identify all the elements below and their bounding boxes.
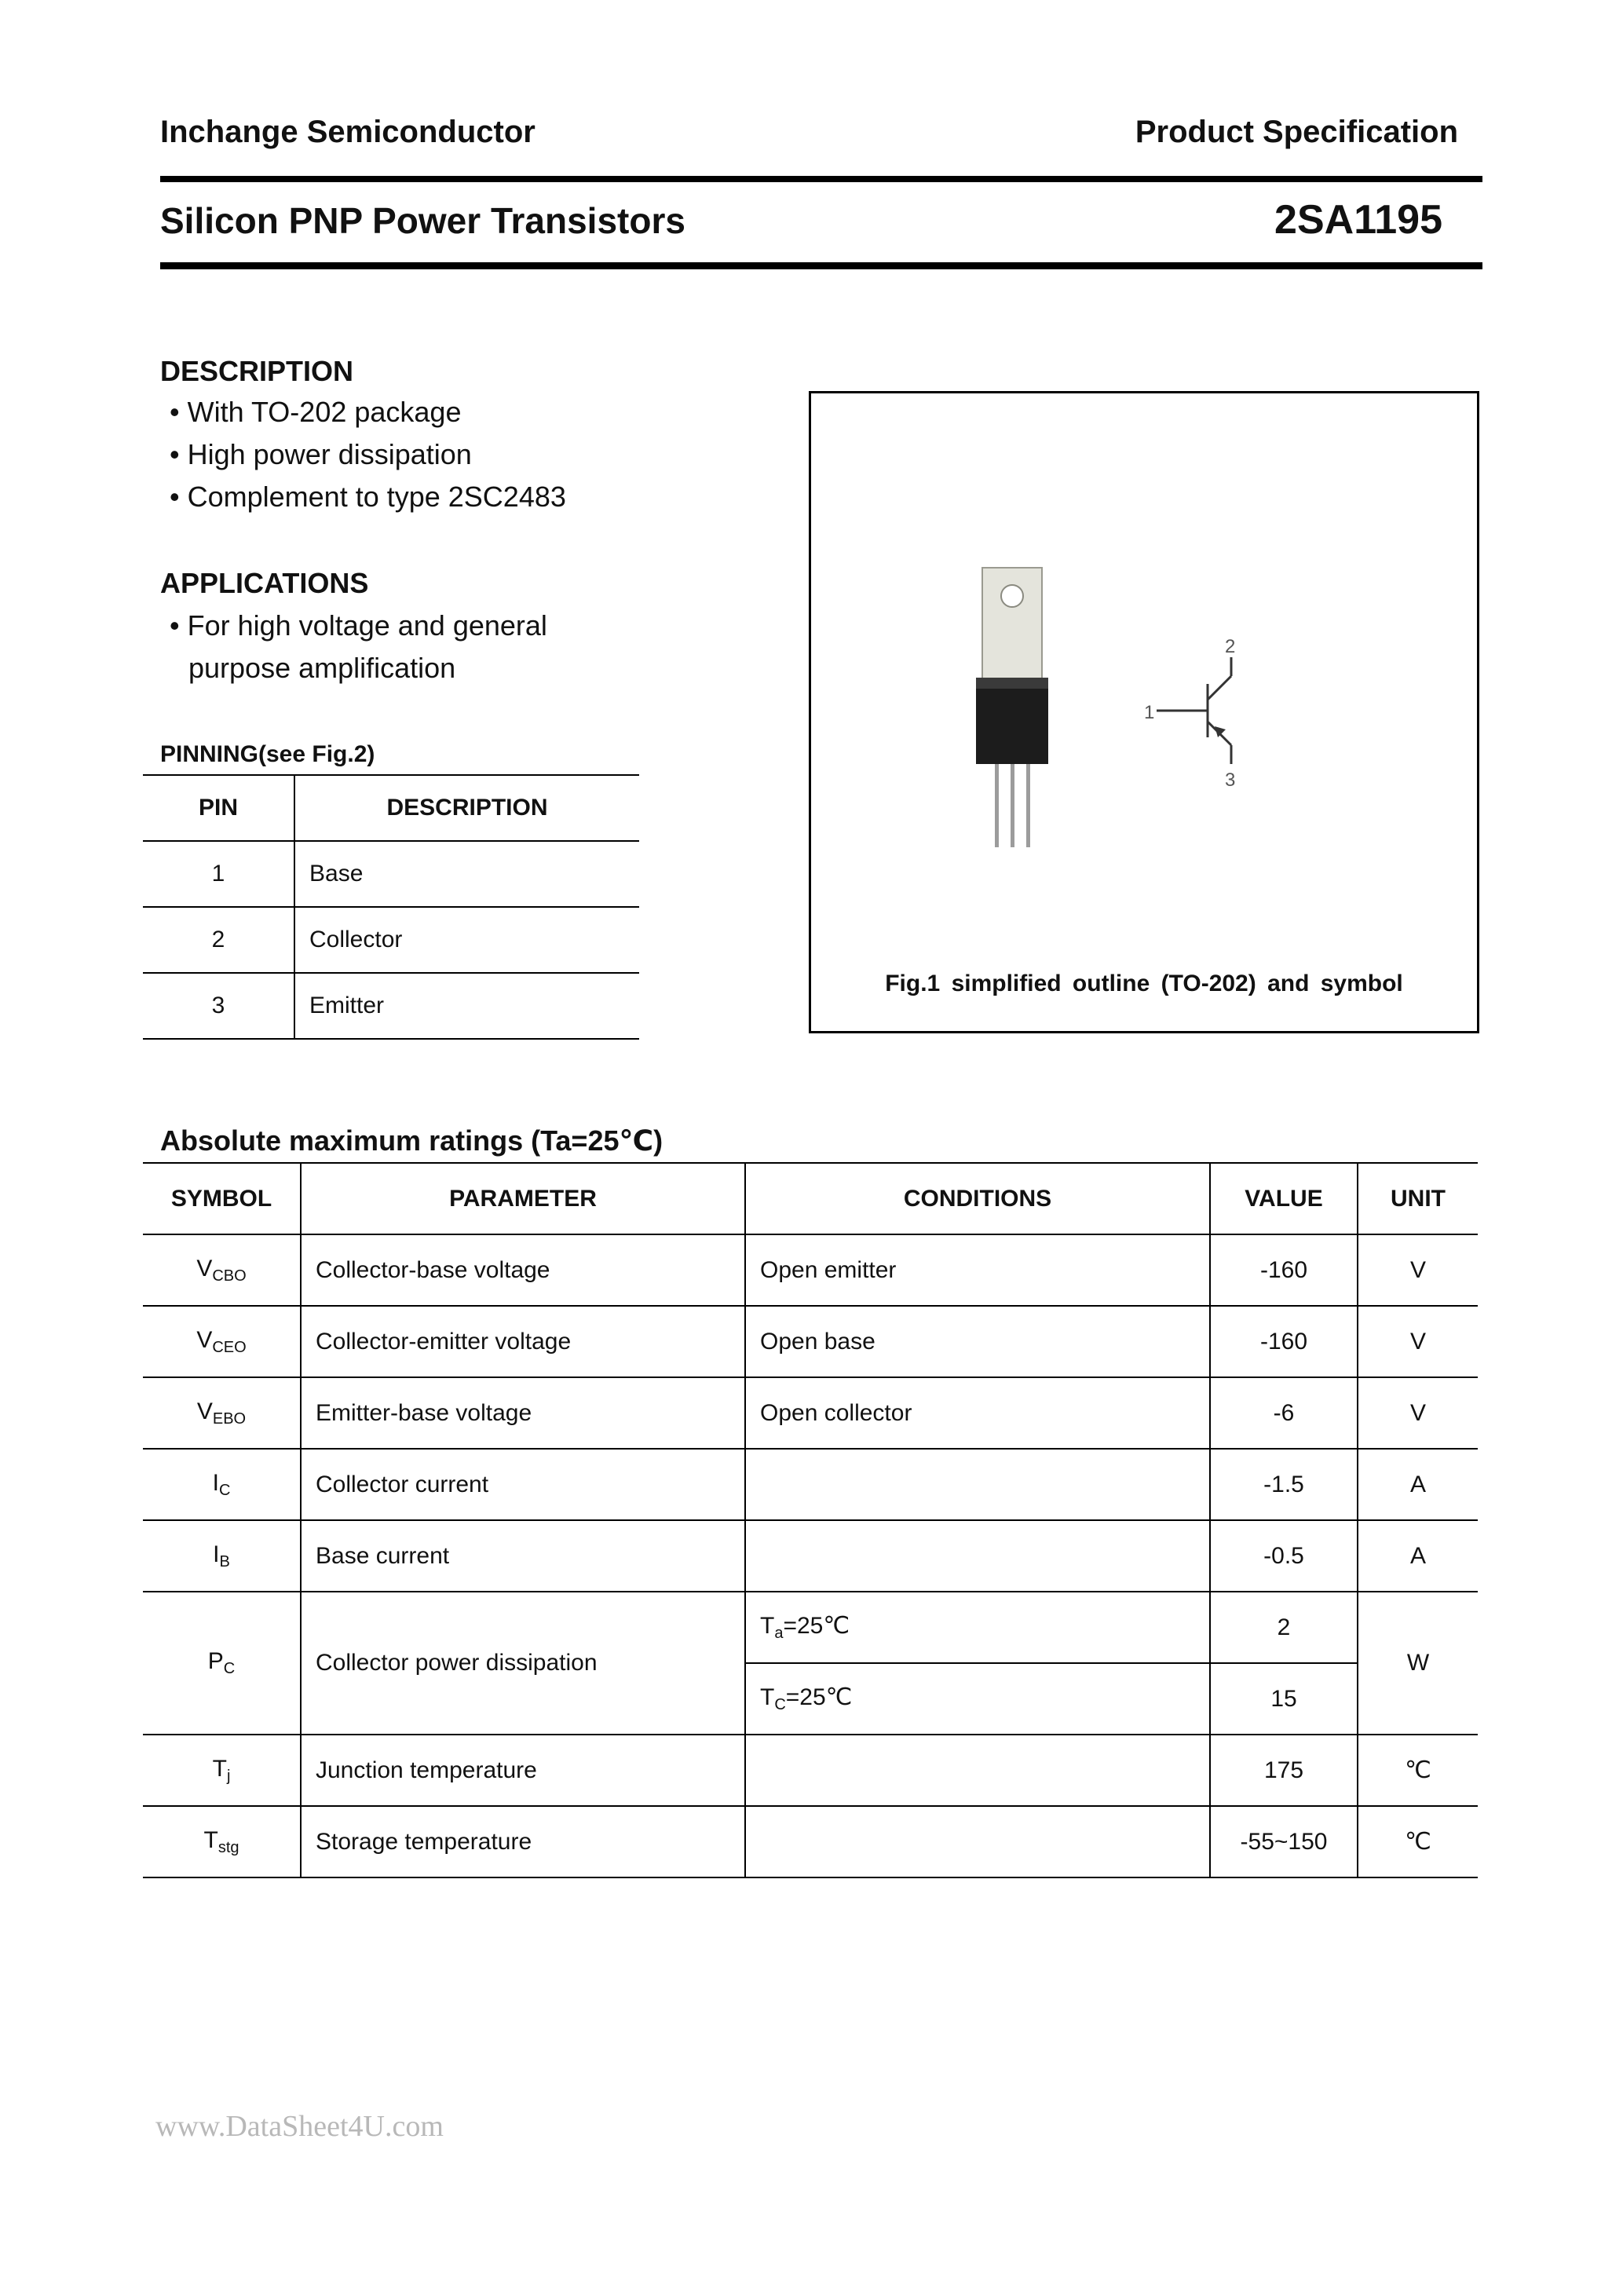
- lead-1: [995, 764, 999, 847]
- conditions-cell: $T_a=25℃$: [745, 1592, 1210, 1663]
- unit-header: UNIT: [1358, 1163, 1478, 1234]
- table-row: [143, 841, 639, 907]
- pinning-table: [143, 774, 639, 1040]
- symbol-cell: $V_{CBO}$: [143, 1234, 301, 1306]
- pin-number: 3: [143, 973, 294, 1039]
- parameter-cell: Emitter-base voltage: [301, 1377, 745, 1449]
- symbol-cell: $V_{EBO}$: [143, 1377, 301, 1449]
- product-title: Silicon PNP Power Transistors: [160, 200, 685, 241]
- parameter-cell: Base current: [301, 1520, 745, 1592]
- description-item: • High power dissipation: [170, 438, 472, 470]
- description-item: • With TO-202 package: [170, 396, 462, 428]
- conditions-header: CONDITIONS: [745, 1163, 1210, 1234]
- conditions-cell: [745, 1520, 1210, 1592]
- parameter-cell: Collector-emitter voltage: [301, 1306, 745, 1377]
- title-rule: [160, 262, 1482, 269]
- table-row: [143, 907, 639, 973]
- unit-cell: V: [1358, 1234, 1478, 1306]
- symbol-cell: $I_B$: [143, 1520, 301, 1592]
- lead-3: [1026, 764, 1030, 847]
- watermark: www.DataSheet4U.com: [155, 2110, 444, 2143]
- ratings-table: [143, 1162, 1478, 1878]
- parameter-cell: Storage temperature: [301, 1806, 745, 1877]
- pin-description: Emitter: [294, 973, 639, 1039]
- pin-description: Collector: [294, 907, 639, 973]
- parameter-cell: Collector-base voltage: [301, 1234, 745, 1306]
- pinning-title: PINNING(see Fig.2): [160, 741, 375, 767]
- symbol-cell: $T_j$: [143, 1735, 301, 1806]
- lead-2: [1011, 764, 1014, 847]
- symbol-cell: $I_C$: [143, 1449, 301, 1520]
- table-row: [143, 1449, 1478, 1520]
- unit-cell: A: [1358, 1520, 1478, 1592]
- pnp-transistor-symbol-icon: [1157, 657, 1231, 764]
- pin-number: 2: [143, 907, 294, 973]
- table-row: [143, 1806, 1478, 1877]
- figure-caption: Fig.1 simplified outline (TO-202) and symbol: [885, 971, 1403, 996]
- spec-label: Product Specification: [1135, 115, 1458, 149]
- value-cell: 175: [1210, 1735, 1358, 1806]
- description-header: DESCRIPTION: [294, 775, 639, 841]
- value-cell: -0.5: [1210, 1520, 1358, 1592]
- unit-cell: A: [1358, 1449, 1478, 1520]
- value-cell: -160: [1210, 1234, 1358, 1306]
- description-heading: DESCRIPTION: [160, 355, 354, 387]
- table-row: [143, 1306, 1478, 1377]
- unit-cell: V: [1358, 1306, 1478, 1377]
- parameter-header: PARAMETER: [301, 1163, 745, 1234]
- unit-cell: ℃: [1358, 1735, 1478, 1806]
- symbol-pin-label: 3: [1225, 770, 1236, 791]
- parameter-cell: Collector current: [301, 1449, 745, 1520]
- part-number: 2SA1195: [1274, 197, 1442, 243]
- pin-header: PIN: [143, 775, 294, 841]
- company-name: Inchange Semiconductor: [160, 115, 536, 149]
- table-row: [143, 1377, 1478, 1449]
- package-body-top: [976, 678, 1048, 689]
- conditions-cell: [745, 1806, 1210, 1877]
- symbol-pin-label: 1: [1144, 702, 1155, 723]
- symbol-cell: $T_{stg}$: [143, 1806, 301, 1877]
- conditions-cell: Open emitter: [745, 1234, 1210, 1306]
- conditions-cell: $T_C=25℃$: [745, 1663, 1210, 1735]
- value-cell: -6: [1210, 1377, 1358, 1449]
- symbol-cell: $V_{CEO}$: [143, 1306, 301, 1377]
- table-row: [143, 1592, 1478, 1663]
- symbol-header: SYMBOL: [143, 1163, 301, 1234]
- value-cell: -55~150: [1210, 1806, 1358, 1877]
- transistor-figure: [811, 393, 1477, 1031]
- table-row: [143, 1735, 1478, 1806]
- pin-number: 1: [143, 841, 294, 907]
- value-cell: 15: [1210, 1663, 1358, 1735]
- application-item-continued: purpose amplification: [188, 652, 456, 684]
- top-rule: [160, 176, 1482, 182]
- value-cell: -1.5: [1210, 1449, 1358, 1520]
- table-header-row: [143, 775, 639, 841]
- applications-heading: APPLICATIONS: [160, 567, 369, 599]
- figure-box: [809, 391, 1479, 1033]
- value-header: VALUE: [1210, 1163, 1358, 1234]
- table-header-row: [143, 1163, 1478, 1234]
- symbol-pin-label: 2: [1225, 636, 1236, 657]
- description-item: • Complement to type 2SC2483: [170, 481, 566, 513]
- symbol-cell: $P_C$: [143, 1592, 301, 1735]
- application-item: • For high voltage and general: [170, 609, 547, 642]
- conditions-cell: Open collector: [745, 1377, 1210, 1449]
- value-cell: 2: [1210, 1592, 1358, 1663]
- table-row: [143, 973, 639, 1039]
- ratings-title: Absolute maximum ratings (Ta=25℃): [160, 1124, 663, 1157]
- conditions-cell: [745, 1449, 1210, 1520]
- table-row: [143, 1520, 1478, 1592]
- parameter-cell: Junction temperature: [301, 1735, 745, 1806]
- table-row: [143, 1234, 1478, 1306]
- unit-cell: W: [1358, 1592, 1478, 1735]
- package-body: [976, 678, 1048, 764]
- parameter-cell: Collector power dissipation: [301, 1592, 745, 1735]
- mounting-hole-icon: [1001, 585, 1023, 607]
- pin-description: Base: [294, 841, 639, 907]
- conditions-cell: [745, 1735, 1210, 1806]
- value-cell: -160: [1210, 1306, 1358, 1377]
- unit-cell: V: [1358, 1377, 1478, 1449]
- conditions-cell: Open base: [745, 1306, 1210, 1377]
- unit-cell: ℃: [1358, 1806, 1478, 1877]
